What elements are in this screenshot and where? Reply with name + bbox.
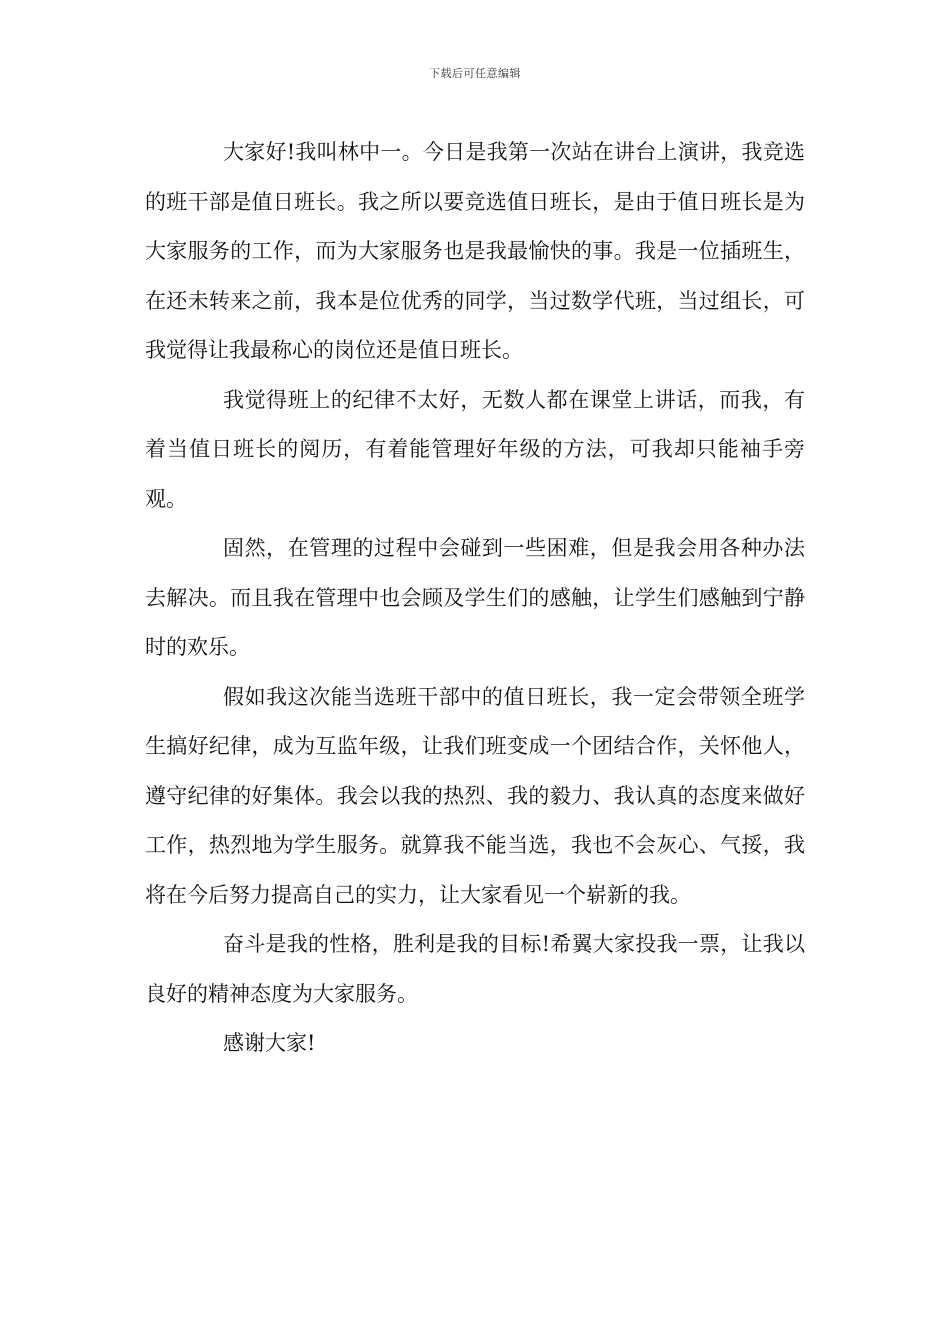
paragraph-5: 奋斗是我的性格，胜利是我的目标!希翼大家投我一票，让我以良好的精神态度为大家服务。 <box>145 932 805 1006</box>
page-header: 下载后可任意编辑 <box>429 67 521 80</box>
speech-body <box>145 128 805 1069</box>
paragraph-1: 大家好!我叫林中一。今日是我第一次站在讲台上演讲，我竞选的班干部是值日班长。我之所以要竞选值日班长，是由于值日班长是为大家服务的工作，而为大家服务也是我最愉快的事。我是一位插班生，在还未转来之前，我本是位优秀的同学，当过数学代班，当过组长，可我觉得让我最称心的岗位还是值日班长。 <box>145 140 805 362</box>
paragraph-6: 感谢大家! <box>223 1031 316 1055</box>
paragraph-2: 我觉得班上的纪律不太好，无数人都在课堂上讲话，而我，有着当值日班长的阅历，有着能管理好年级的方法，可我却只能袖手旁观。 <box>145 387 805 511</box>
paragraph-3: 固然，在管理的过程中会碰到一些困难，但是我会用各种办法去解决。而且我在管理中也会顾及学生们的感触，让学生们感触到宁静时的欢乐。 <box>145 536 805 659</box>
paragraph-4: 假如我这次能当选班干部中的值日班长，我一定会带领全班学生搞好纪律，成为互监年级，让我们班变成一个团结合作，关怀他人，遵守纪律的好集体。我会以我的热烈、我的毅力、我认真的态度来做好工作，热烈地为学生服务。就算我不能当选，我也不会灰心、气挼，我将在今后努力提高自己的实力，让大家看见一个崭新的我。 <box>145 684 805 907</box>
